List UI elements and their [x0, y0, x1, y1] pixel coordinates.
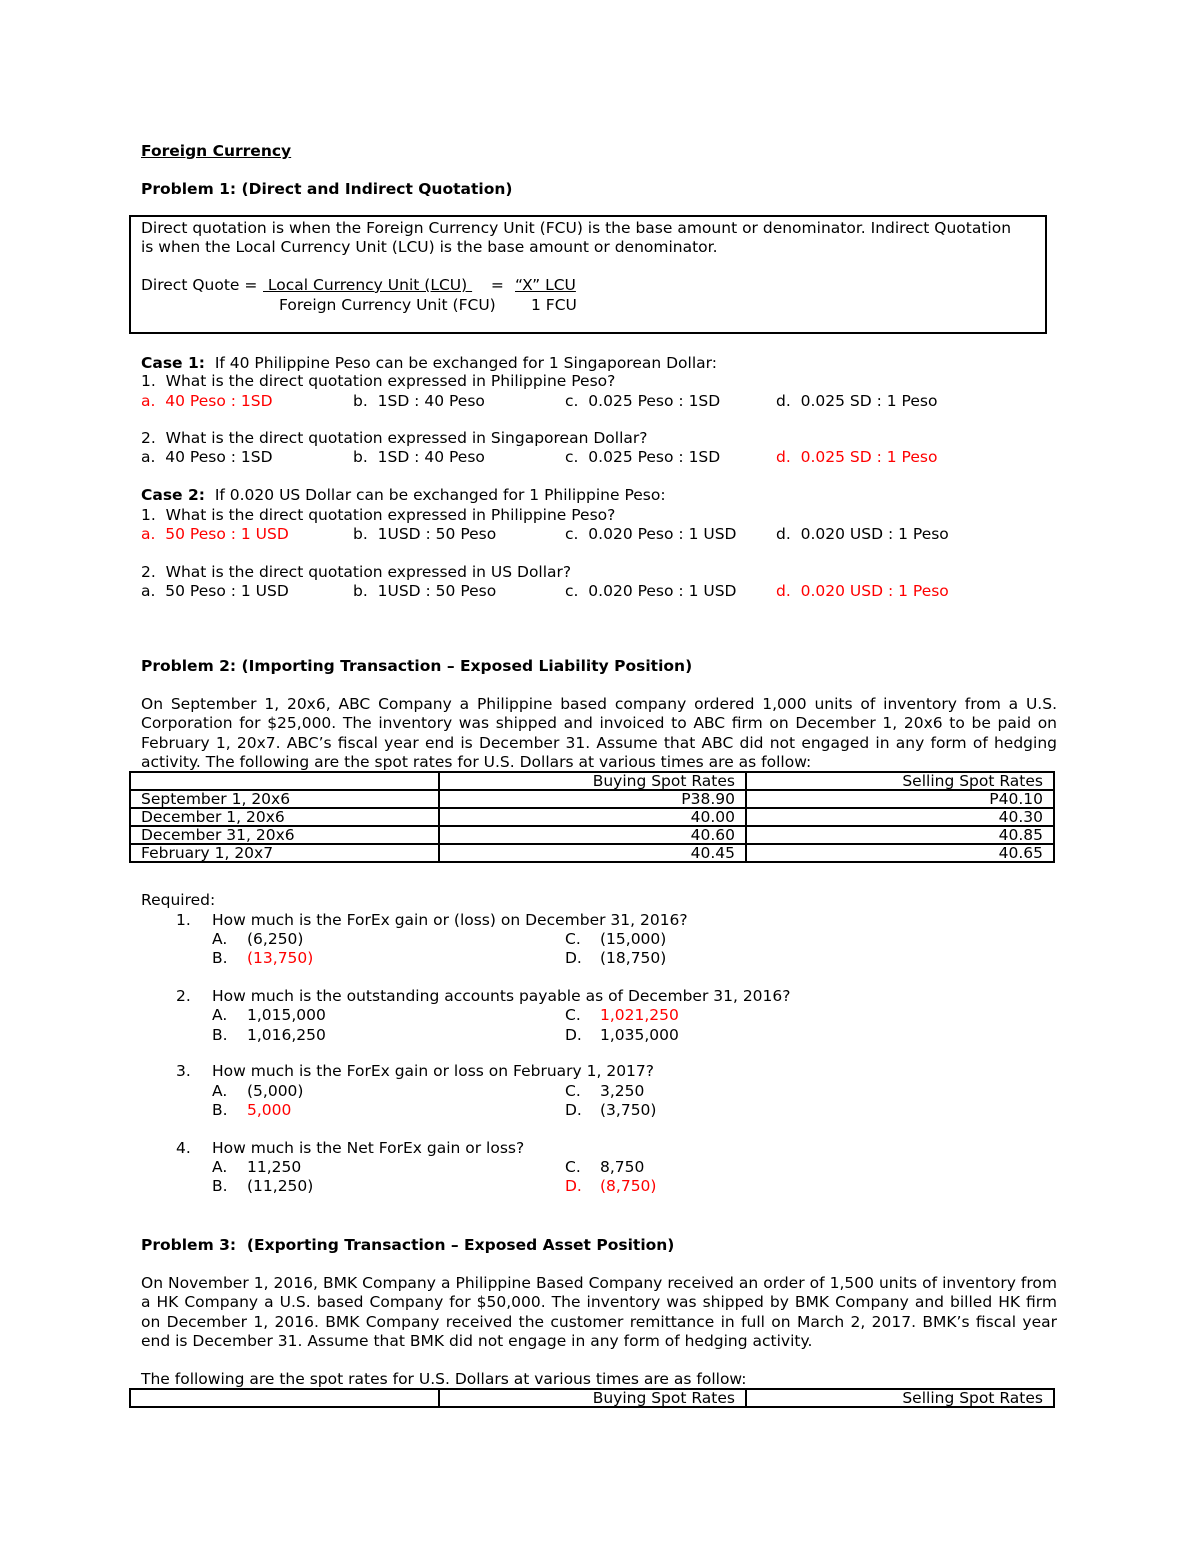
option-letter: A. — [212, 1006, 228, 1024]
case-1-question-1: 1. What is the direct quotation expressed in Philippine Peso? — [141, 372, 616, 390]
case-1-question-2: 2. What is the direct quotation expressed in Singaporean Dollar? — [141, 429, 648, 447]
table-header-row — [130, 772, 1054, 790]
option-value: (15,000) — [600, 930, 667, 948]
option-value: (3,750) — [600, 1101, 657, 1119]
option-letter: B. — [212, 1101, 228, 1119]
case-2-question-1: 1. What is the direct quotation expressed in Philippine Peso? — [141, 506, 616, 524]
option-letter: A. — [212, 1082, 228, 1100]
option-letter: C. — [565, 930, 581, 948]
case-2-q1-option-c: c. 0.020 Peso : 1 USD — [565, 525, 737, 543]
option-letter: B. — [212, 1026, 228, 1044]
table-cell-buying: 40.00 — [439, 808, 746, 826]
table-cell-date: September 1, 20x6 — [130, 790, 439, 808]
option-value-answer: 5,000 — [247, 1101, 292, 1119]
problem-3-paragraph: On November 1, 2016, BMK Company a Philippine Based Company received an order of 1,500 units of inventory from a HK Company a U.S. based Company for $50,000. The inventory was shipped by BMK Company and billed HK firm on December 1, 2016. BMK Company received the customer remittance in full on March 2, 2017. BMK’s fiscal year end is December 31. Assume that BMK did not engage in any form of hedging activity. — [141, 1274, 1057, 1350]
case-2-q1-option-d: d. 0.020 USD : 1 Peso — [776, 525, 949, 543]
formula-numerator: Local Currency Unit (LCU) — [263, 276, 473, 294]
case-2-q2-option-a: a. 50 Peso : 1 USD — [141, 582, 289, 600]
option-letter: C. — [565, 1158, 581, 1176]
case-2-q1-option-a: a. 50 Peso : 1 USD — [141, 525, 289, 543]
case-2-q2-option-c: c. 0.020 Peso : 1 USD — [565, 582, 737, 600]
option-value: (6,250) — [247, 930, 304, 948]
option-letter: B. — [212, 1177, 228, 1195]
option-letter: A. — [212, 1158, 228, 1176]
question-number: 3. — [176, 1062, 191, 1080]
problem-2-rates-table — [129, 771, 1055, 863]
table-header-cell: Selling Spot Rates — [746, 1389, 1054, 1407]
option-letter-answer: D. — [565, 1177, 582, 1195]
formula-label: Direct Quote = — [141, 276, 263, 294]
page-title: Foreign Currency — [141, 142, 292, 160]
option-letter: D. — [565, 1101, 582, 1119]
option-letter: C. — [565, 1082, 581, 1100]
table-cell-date: December 1, 20x6 — [130, 808, 439, 826]
table-cell-buying: 40.45 — [439, 844, 746, 862]
option-letter: A. — [212, 930, 228, 948]
formula-denominator: Foreign Currency Unit (FCU) — [279, 296, 496, 314]
question-text: How much is the ForEx gain or (loss) on December 31, 2016? — [212, 911, 688, 929]
option-letter: D. — [565, 949, 582, 967]
table-row — [130, 826, 1054, 844]
problem-3-rates-intro: The following are the spot rates for U.S. Dollars at various times are as follow: — [141, 1370, 747, 1388]
table-row — [130, 844, 1054, 862]
case-1-q2-option-c: c. 0.025 Peso : 1SD — [565, 448, 721, 466]
table-header-row — [130, 1389, 1054, 1407]
case-1-q1-option-a: a. 40 Peso : 1SD — [141, 392, 273, 410]
question-text: How much is the Net ForEx gain or loss? — [212, 1139, 525, 1157]
definition-line-2: is when the Local Currency Unit (LCU) is the base amount or denominator. — [141, 238, 718, 256]
table-header-cell: Selling Spot Rates — [746, 772, 1054, 790]
case-2-question-2: 2. What is the direct quotation expressed in US Dollar? — [141, 563, 572, 581]
question-text: How much is the ForEx gain or loss on February 1, 2017? — [212, 1062, 654, 1080]
case-2-header — [141, 486, 666, 505]
table-row — [130, 790, 1054, 808]
problem-3-title: Problem 3: (Exporting Transaction – Exposed Asset Position) — [141, 1236, 675, 1254]
table-cell-selling: 40.30 — [746, 808, 1054, 826]
formula-result-numerator: “X” LCU — [515, 276, 576, 294]
table-cell-selling: 40.65 — [746, 844, 1054, 862]
option-value: 1,035,000 — [600, 1026, 679, 1044]
case-1-q1-option-b: b. 1SD : 40 Peso — [353, 392, 485, 410]
case-2-text: If 0.020 US Dollar can be exchanged for 1 Philippine Peso: — [214, 486, 666, 504]
option-letter: B. — [212, 949, 228, 967]
case-1-q1-option-d: d. 0.025 SD : 1 Peso — [776, 392, 938, 410]
table-header-cell — [130, 1389, 439, 1407]
option-value: 8,750 — [600, 1158, 645, 1176]
option-letter: D. — [565, 1026, 582, 1044]
question-text: How much is the outstanding accounts payable as of December 31, 2016? — [212, 987, 791, 1005]
table-cell-date: February 1, 20x7 — [130, 844, 439, 862]
problem-2-paragraph: On September 1, 20x6, ABC Company a Philippine based company ordered 1,000 units of inventory from a U.S. Corporation for $25,000. The inventory was shipped and invoiced to ABC firm on December 1, 20x6 to be paid on February 1, 20x7. ABC’s fiscal year end is December 31. Assume that ABC did not engaged in any form of hedging activity. The following are the spot rates for U.S. Dollars at various times are as follow: — [141, 695, 1057, 771]
question-number: 4. — [176, 1139, 191, 1157]
question-number: 1. — [176, 911, 191, 929]
table-header-cell: Buying Spot Rates — [439, 772, 746, 790]
question-number: 2. — [176, 987, 191, 1005]
option-value-answer: 1,021,250 — [600, 1006, 679, 1024]
case-1-q1-option-c: c. 0.025 Peso : 1SD — [565, 392, 721, 410]
option-value-answer: (13,750) — [247, 949, 314, 967]
option-value: 1,015,000 — [247, 1006, 326, 1024]
option-letter: C. — [565, 1006, 581, 1024]
problem-2-title: Problem 2: (Importing Transaction – Exposed Liability Position) — [141, 657, 693, 675]
option-value-answer: (8,750) — [600, 1177, 657, 1195]
case-1-header — [141, 354, 717, 373]
case-1-q2-option-b: b. 1SD : 40 Peso — [353, 448, 485, 466]
problem-3-rates-table — [129, 1388, 1055, 1408]
case-2-q2-option-b: b. 1USD : 50 Peso — [353, 582, 497, 600]
table-header-cell — [130, 772, 439, 790]
option-value: 3,250 — [600, 1082, 645, 1100]
table-cell-date: December 31, 20x6 — [130, 826, 439, 844]
table-cell-selling: P40.10 — [746, 790, 1054, 808]
table-cell-buying: P38.90 — [439, 790, 746, 808]
case-1-label: Case 1: — [141, 354, 205, 372]
option-value: (5,000) — [247, 1082, 304, 1100]
case-1-text: If 40 Philippine Peso can be exchanged for 1 Singaporean Dollar: — [214, 354, 717, 372]
table-header-cell: Buying Spot Rates — [439, 1389, 746, 1407]
option-value: (18,750) — [600, 949, 667, 967]
table-cell-buying: 40.60 — [439, 826, 746, 844]
formula-result-denominator: 1 FCU — [531, 296, 577, 314]
case-2-q1-option-b: b. 1USD : 50 Peso — [353, 525, 497, 543]
definition-line-1: Direct quotation is when the Foreign Currency Unit (FCU) is the base amount or denominator. Indirect Quotation — [141, 219, 1012, 237]
option-value: 1,016,250 — [247, 1026, 326, 1044]
option-value: 11,250 — [247, 1158, 302, 1176]
table-row — [130, 808, 1054, 826]
case-1-q2-option-d: d. 0.025 SD : 1 Peso — [776, 448, 938, 466]
case-2-label: Case 2: — [141, 486, 205, 504]
formula-equals: = — [486, 276, 509, 294]
option-value: (11,250) — [247, 1177, 314, 1195]
problem-1-title: Problem 1: (Direct and Indirect Quotation) — [141, 180, 513, 198]
case-1-q2-option-a: a. 40 Peso : 1SD — [141, 448, 273, 466]
case-2-q2-option-d: d. 0.020 USD : 1 Peso — [776, 582, 949, 600]
table-cell-selling: 40.85 — [746, 826, 1054, 844]
required-label: Required: — [141, 891, 216, 909]
